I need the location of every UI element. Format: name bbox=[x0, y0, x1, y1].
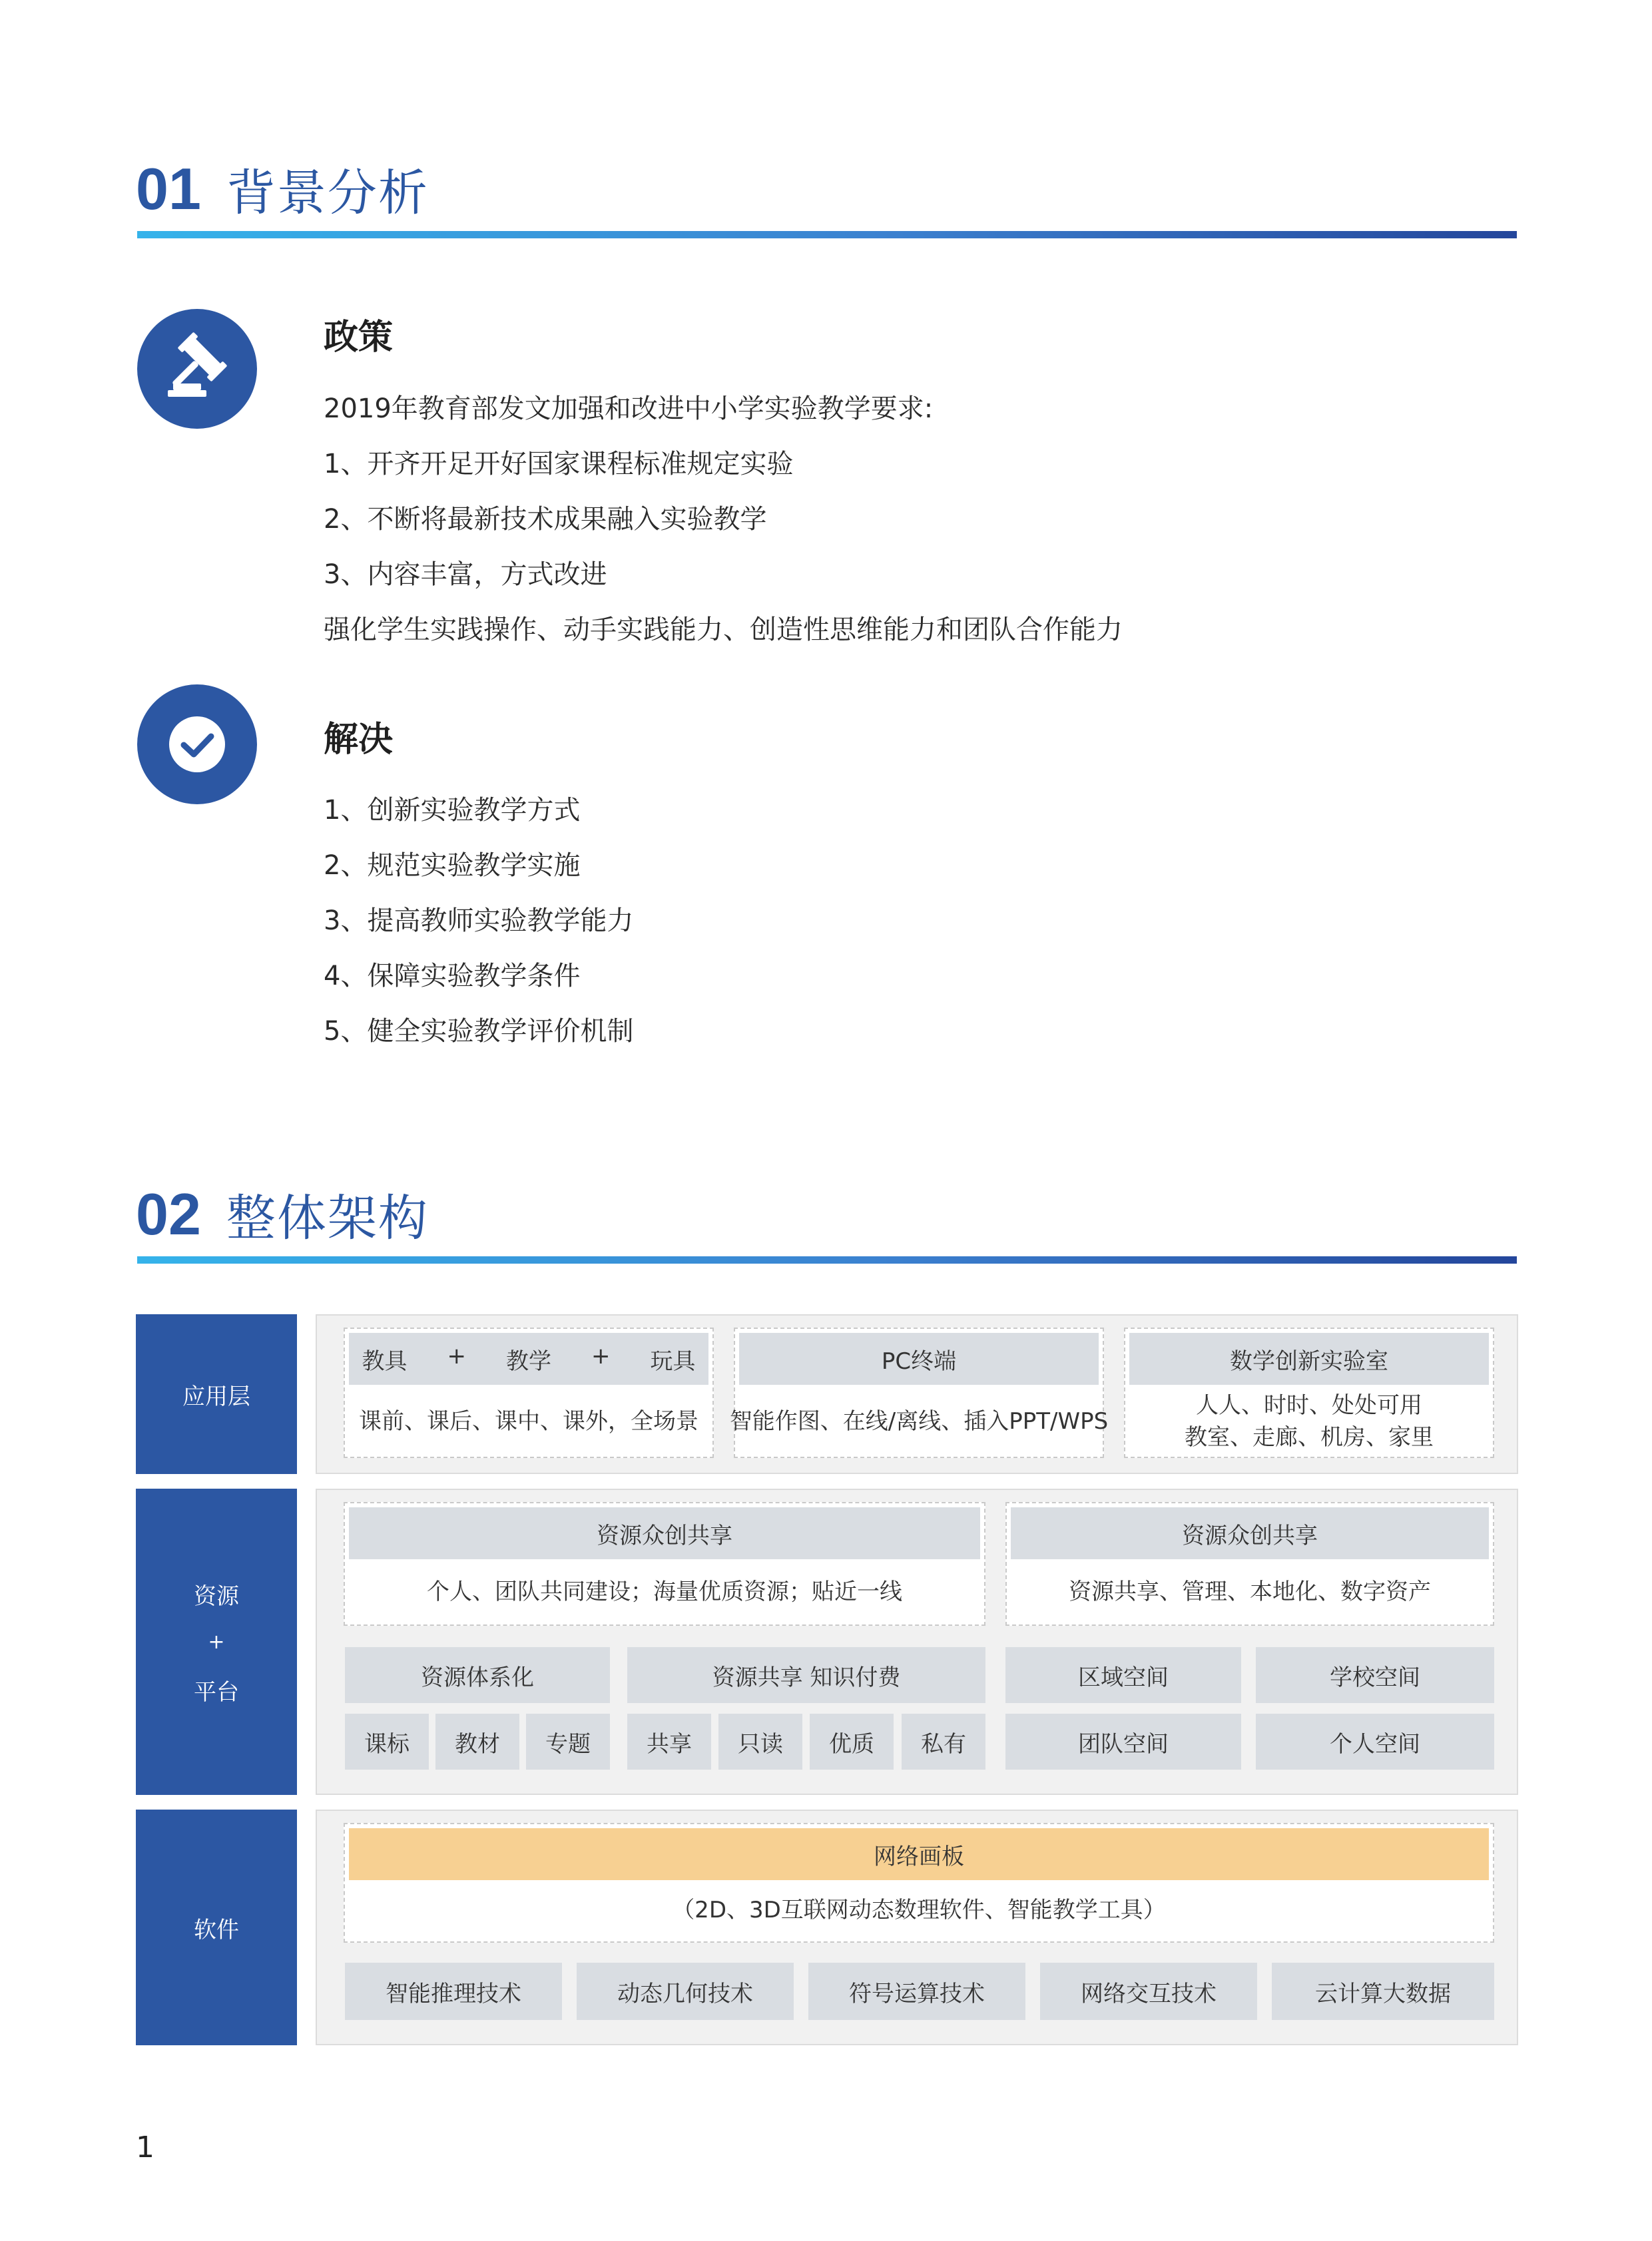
resource-system-item: 课标 bbox=[345, 1714, 429, 1770]
section-2-title bbox=[136, 1174, 429, 1254]
policy-line: 2019年教育部发文加强和改进中小学实验教学要求: bbox=[324, 393, 934, 424]
policy-line: 3、内容丰富，方式改进 bbox=[324, 559, 607, 590]
space-region: 区域空间 bbox=[1005, 1647, 1241, 1703]
app-card-math-lab bbox=[1124, 1328, 1494, 1458]
resource-sharing-item: 优质 bbox=[810, 1714, 894, 1770]
section-1-name: 背景分析 bbox=[226, 164, 429, 222]
solution-line: 4、保障实验教学条件 bbox=[324, 961, 581, 991]
gavel-icon bbox=[137, 309, 257, 429]
section-2-name: 整体架构 bbox=[226, 1190, 429, 1247]
software-layer-label: 软件 bbox=[136, 1810, 297, 2045]
software-highlight: 网络画板 bbox=[349, 1828, 1489, 1880]
tech-network: 网络交互技术 bbox=[1040, 1963, 1257, 2020]
app-card-head: 教具 + 教学 + 玩具 bbox=[349, 1333, 708, 1385]
tech-cloud: 云计算大数据 bbox=[1272, 1963, 1494, 2020]
resource-sharing-item: 私有 bbox=[902, 1714, 985, 1770]
app-card-body: 课前、课后、课中、课外，全场景 bbox=[359, 1408, 698, 1435]
app-card-head: PC终端 bbox=[739, 1333, 1099, 1385]
app-card-body: 人人、时时、处处可用 教室、走廊、机房、家里 bbox=[1185, 1392, 1434, 1451]
resource-system-item: 专题 bbox=[526, 1714, 610, 1770]
policy-line: 强化学生实践操作、动手实践能力、创造性思维能力和团队合作能力 bbox=[324, 615, 1123, 645]
space-personal: 个人空间 bbox=[1256, 1714, 1494, 1770]
solution-line: 5、健全实验教学评价机制 bbox=[324, 1016, 634, 1047]
app-layer-panel bbox=[316, 1314, 1518, 1474]
section-1-title bbox=[136, 149, 429, 229]
tech-reasoning: 智能推理技术 bbox=[345, 1963, 562, 2020]
app-card-pc-terminal bbox=[729, 1328, 1109, 1458]
section-2-number: 02 bbox=[136, 1181, 201, 1247]
software-description: （2D、3D互联网动态数理软件、智能教学工具） bbox=[672, 1897, 1166, 1924]
section-2-divider bbox=[137, 1256, 1517, 1264]
resource-card-share bbox=[1005, 1502, 1494, 1626]
space-school: 学校空间 bbox=[1256, 1647, 1494, 1703]
section-1-number: 01 bbox=[136, 156, 201, 222]
resource-card-head: 资源众创共享 bbox=[1011, 1507, 1489, 1559]
app-layer-label: 应用层 bbox=[136, 1314, 297, 1474]
policy-line: 1、开齐开足开好国家课程标准规定实验 bbox=[324, 449, 794, 479]
solution-heading: 解决 bbox=[324, 720, 394, 760]
solution-line: 3、提高教师实验教学能力 bbox=[324, 905, 634, 936]
app-card-body: 智能作图、在线/离线、插入PPT/WPS bbox=[729, 1408, 1109, 1435]
resource-layer-panel bbox=[316, 1489, 1518, 1795]
software-card bbox=[344, 1823, 1494, 1943]
policy-line: 2、不断将最新技术成果融入实验教学 bbox=[324, 504, 767, 535]
resource-layer-label: 资源 + 平台 bbox=[136, 1489, 297, 1795]
section-1-divider bbox=[137, 231, 1517, 238]
solution-badge bbox=[137, 684, 257, 804]
app-card-teaching-tools bbox=[344, 1328, 714, 1458]
resource-sharing-head: 资源共享 知识付费 bbox=[627, 1647, 985, 1703]
policy-badge bbox=[137, 309, 257, 429]
space-team: 团队空间 bbox=[1005, 1714, 1241, 1770]
tech-symbolic: 符号运算技术 bbox=[808, 1963, 1025, 2020]
resource-card-body: 个人、团队共同建设；海量优质资源；贴近一线 bbox=[427, 1579, 902, 1606]
resource-sharing-item: 共享 bbox=[627, 1714, 711, 1770]
resource-system-item: 教材 bbox=[435, 1714, 519, 1770]
resource-system-head: 资源体系化 bbox=[345, 1647, 610, 1703]
resource-sharing-item: 只读 bbox=[718, 1714, 802, 1770]
resource-card-body: 资源共享、管理、本地化、数字资产 bbox=[1069, 1579, 1431, 1606]
resource-card-crowd bbox=[344, 1502, 985, 1626]
check-icon bbox=[137, 684, 257, 804]
tech-geometry: 动态几何技术 bbox=[577, 1963, 794, 2020]
policy-heading: 政策 bbox=[324, 318, 394, 358]
resource-card-head: 资源众创共享 bbox=[349, 1507, 980, 1559]
page-number: 1 bbox=[136, 2130, 154, 2164]
solution-line: 1、创新实验教学方式 bbox=[324, 795, 581, 826]
app-card-head: 数学创新实验室 bbox=[1129, 1333, 1489, 1385]
software-layer-panel bbox=[316, 1810, 1518, 2045]
solution-line: 2、规范实验教学实施 bbox=[324, 850, 581, 881]
